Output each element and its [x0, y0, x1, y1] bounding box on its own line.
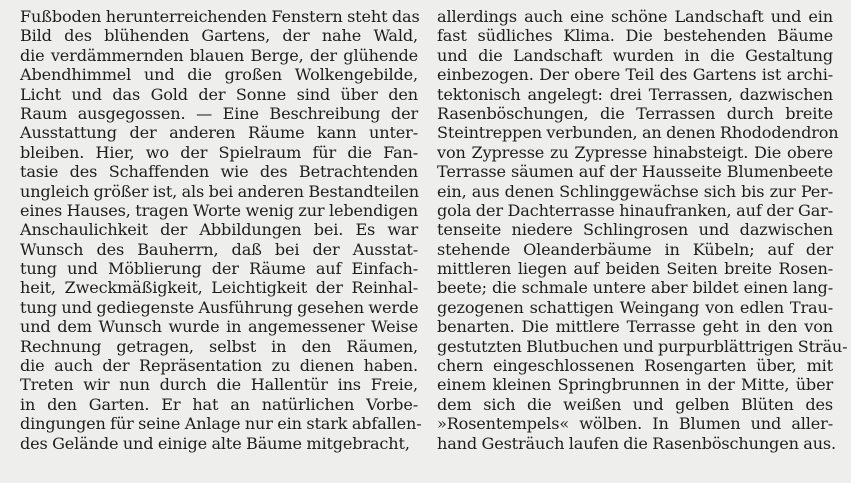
text-line: chern eingeschlossenen Rosengarten über, mit: [437, 356, 833, 376]
text-line: fast südliches Klima. Die bestehenden Bäume: [437, 26, 833, 46]
text-line: des Gelände und einige alte Bäume mitgebracht,: [20, 433, 410, 453]
text-line: mittleren liegen auf beiden Seiten breite Rosen-: [437, 259, 833, 279]
text-line: hand Gesträuch laufen die Rasenböschungen aus.: [437, 433, 836, 453]
text-line: Terrasse säumen auf der Hausseite Blumenbeete: [437, 162, 833, 182]
text-line: Rechnung getragen, selbst in den Räumen,: [20, 336, 418, 356]
text-line: »Rosentempels« wölben. In Blumen und aller-: [437, 414, 833, 434]
text-column-right: [437, 7, 848, 453]
text-line: Ausstattung der anderen Räume kann unter-: [20, 123, 418, 143]
text-line: heit, Zweckmäßigkeit, Leichtigkeit der Reinhal-: [20, 278, 418, 298]
text-line: bleiben. Hier, wo der Spielraum für die Fan-: [20, 142, 418, 162]
text-line: dem sich die weißen und gelben Blüten des: [437, 394, 833, 414]
text-line: stehende Oleanderbäume in Kübeln; auf der: [437, 239, 833, 259]
text-line: die auch der Repräsentation zu dienen haben.: [20, 356, 418, 376]
text-line: gestutzten Blutbuchen und purpurblättrigen Sträu-: [437, 336, 848, 356]
text-line: Licht und das Gold der Sonne sind über den: [20, 84, 418, 104]
text-line: Wunsch des Bauherrn, daß bei der Ausstat-: [20, 239, 418, 259]
text-line: ein, aus denen Schlinggewächse sich bis zur Per-: [437, 181, 833, 201]
text-line: allerdings auch eine schöne Landschaft und ein: [437, 7, 833, 26]
text-line: Steintreppen verbunden, an denen Rhododendron: [437, 123, 839, 143]
text-column-left: [20, 7, 422, 453]
text-line: gezogenen schattigen Weingang von edlen Trau-: [437, 297, 833, 317]
text-line: benarten. Die mittlere Terrasse geht in den von: [437, 317, 833, 337]
text-line: Treten wir nun durch die Hallentür ins Freie,: [20, 375, 418, 395]
text-line: von Zypresse zu Zypresse hinabsteigt. Die obere: [437, 142, 833, 162]
text-line: gola der Dachterrasse hinaufranken, auf der Gar-: [437, 200, 833, 220]
text-line: und die Landschaft wurden in die Gestaltung: [437, 45, 833, 65]
text-line: tung und gediegenste Ausführung gesehen werde: [20, 297, 419, 317]
text-line: beete; die schmale untere aber bildet einen lang-: [437, 278, 833, 298]
text-line: tasie des Schaffenden wie des Betrachtenden: [20, 162, 418, 182]
text-line: Abendhimmel und die großen Wolkengebilde,: [20, 65, 418, 85]
text-line: in den Garten. Er hat an natürlichen Vorbe-: [20, 394, 418, 414]
text-line: einem kleinen Springbrunnen in der Mitte, über: [437, 375, 833, 395]
text-line: Anschaulichkeit der Abbildungen bei. Es war: [20, 220, 418, 240]
text-line: ungleich größer ist, als bei anderen Bestandteilen: [20, 181, 419, 201]
text-line: und dem Wunsch wurde in angemessener Weise: [20, 317, 418, 337]
text-line: Raum ausgegossen. — Eine Beschreibung der: [20, 103, 418, 123]
text-line: Fußboden herunterreichenden Fenstern steht das: [20, 7, 420, 26]
text-line: eines Hauses, tragen Worte wenig zur lebendigen: [20, 200, 418, 220]
text-line: die verdämmernden blauen Berge, der glühende: [20, 45, 418, 65]
text-line: Rasenböschungen, die Terrassen durch breite: [437, 103, 833, 123]
text-line: tenseite niedere Schlingrosen und dazwischen: [437, 220, 833, 240]
text-line: Bild des blühenden Gartens, der nahe Wald,: [20, 26, 418, 46]
text-line: tung und Möblierung der Räume auf Einfach-: [20, 259, 418, 279]
text-line: einbezogen. Der obere Teil des Gartens ist archi-: [437, 65, 833, 85]
text-line: tektonisch angelegt: drei Terrassen, dazwischen: [437, 84, 833, 104]
text-line: dingungen für seine Anlage nur ein stark abfallen-: [20, 414, 422, 434]
